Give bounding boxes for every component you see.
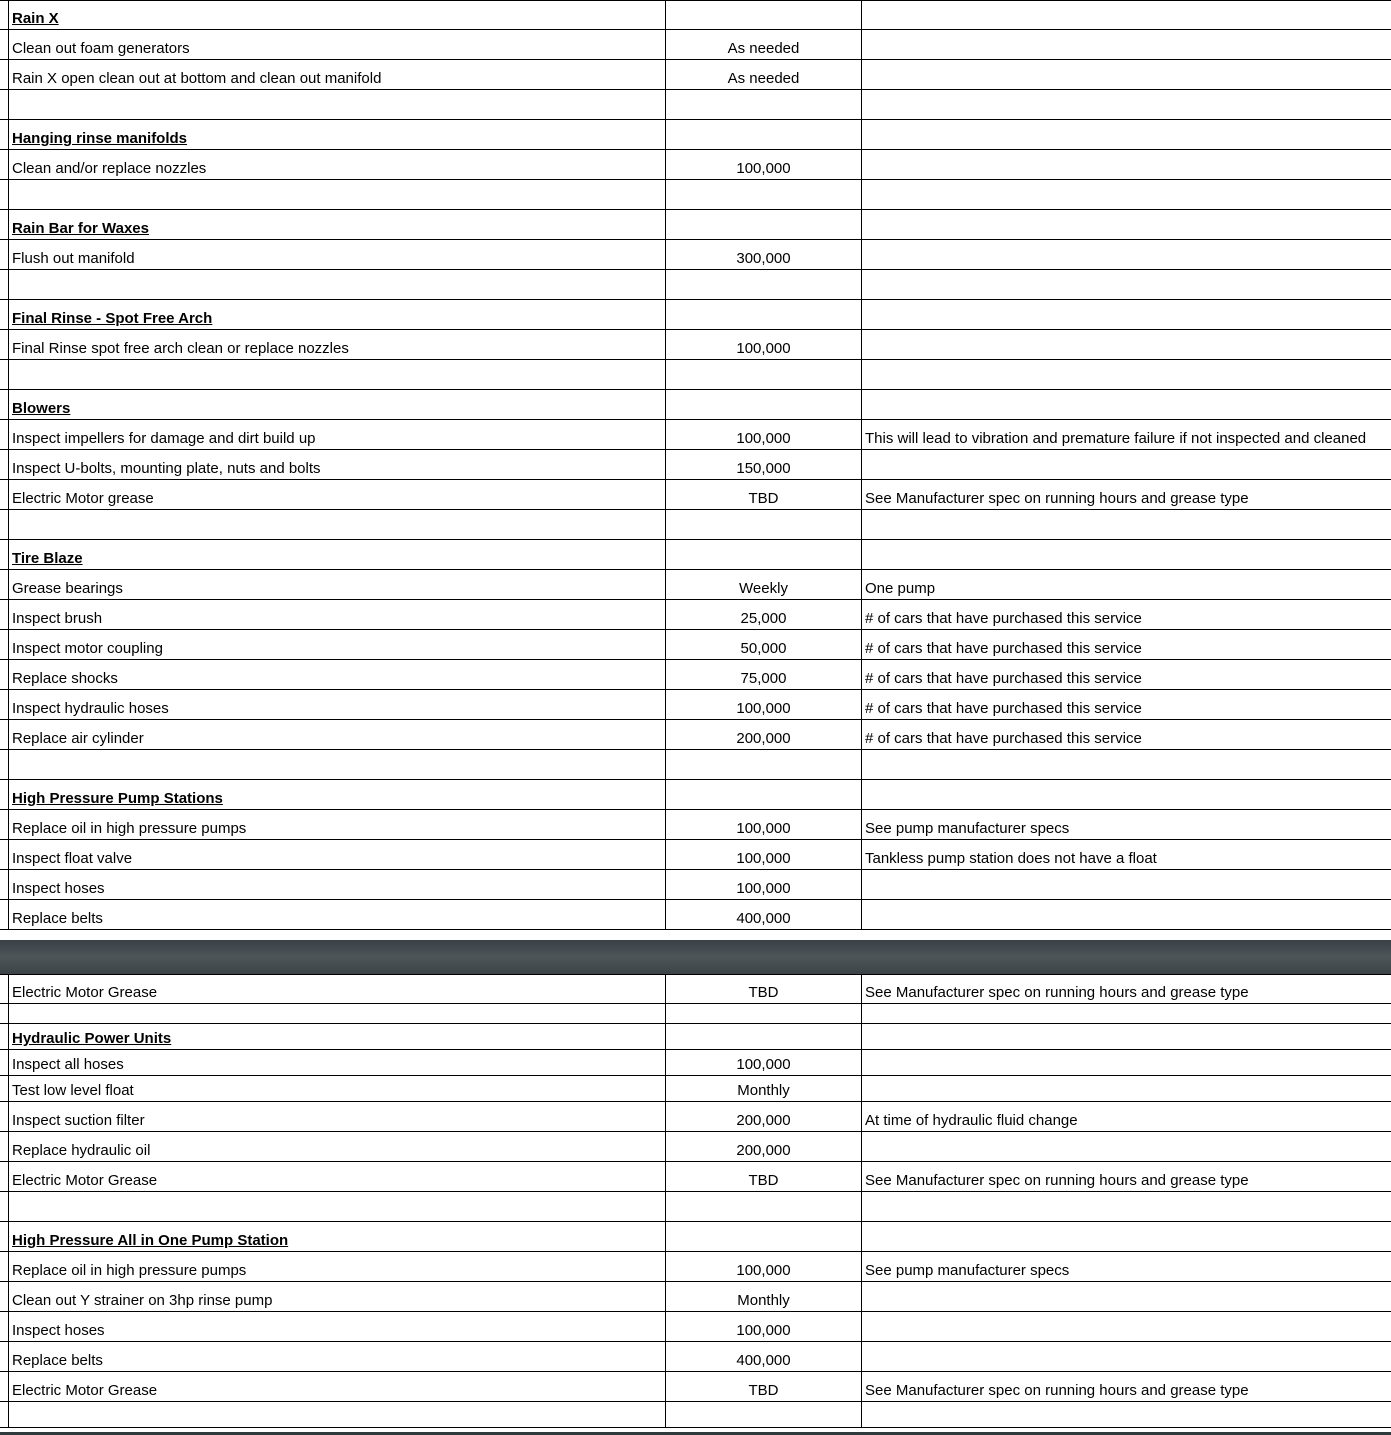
task-cell[interactable] (8, 270, 666, 299)
task-cell[interactable] (8, 750, 666, 779)
table-row (0, 1102, 1391, 1132)
notes-cell[interactable]: See Manufacturer spec on running hours and grease type (865, 1172, 1249, 1189)
notes-cell[interactable] (862, 900, 1391, 929)
table-row (0, 570, 1391, 600)
notes-cell[interactable] (862, 270, 1391, 299)
notes-cell[interactable] (862, 1076, 1391, 1101)
frequency-cell[interactable] (666, 1024, 862, 1049)
task-cell[interactable]: Inspect hoses (8, 870, 666, 899)
frequency-cell[interactable]: 100,000 (666, 810, 862, 839)
task-cell[interactable]: Replace shocks (8, 660, 666, 689)
table-row (0, 900, 1391, 930)
table-row (0, 810, 1391, 840)
frequency-cell[interactable]: Monthly (666, 1282, 862, 1311)
notes-cell[interactable] (862, 360, 1391, 389)
blank-row (0, 360, 1391, 390)
task-cell[interactable]: Electric Motor Grease (8, 1162, 666, 1191)
section-header-row (0, 780, 1391, 810)
notes-cell[interactable]: Tankless pump station does not have a float (865, 850, 1157, 867)
table-row (0, 1050, 1391, 1076)
task-cell[interactable]: Inspect U-bolts, mounting plate, nuts and bolts (8, 450, 666, 479)
notes-cell[interactable]: # of cars that have purchased this service (865, 610, 1142, 627)
notes-cell[interactable]: # of cars that have purchased this service (865, 670, 1142, 687)
task-cell[interactable]: Inspect float valve (8, 840, 666, 869)
notes-cell[interactable]: See pump manufacturer specs (865, 820, 1070, 837)
frequency-cell[interactable]: 100,000 (666, 420, 862, 449)
notes-cell[interactable] (862, 870, 1391, 899)
notes-cell[interactable] (862, 1050, 1391, 1075)
section-title-cell[interactable]: High Pressure All in One Pump Station (8, 1222, 666, 1251)
section-title-cell[interactable]: High Pressure Pump Stations (8, 780, 666, 809)
notes-cell[interactable] (862, 120, 1391, 149)
task-cell[interactable]: Grease bearings (8, 570, 666, 599)
section-header-row (0, 540, 1391, 570)
table-row (0, 660, 1391, 690)
frequency-cell[interactable]: 100,000 (666, 840, 862, 869)
frequency-cell[interactable] (666, 210, 862, 239)
notes-cell[interactable] (862, 240, 1391, 269)
task-cell[interactable]: Replace belts (8, 900, 666, 929)
notes-cell[interactable]: See pump manufacturer specs (865, 1262, 1070, 1279)
notes-cell[interactable] (862, 1, 1391, 29)
table-row (0, 30, 1391, 60)
table-row (0, 1312, 1391, 1342)
notes-cell[interactable] (862, 450, 1391, 479)
frequency-cell[interactable] (666, 300, 862, 329)
notes-cell[interactable]: See Manufacturer spec on running hours and grease type (865, 984, 1249, 1001)
notes-cell[interactable]: # of cars that have purchased this service (865, 640, 1142, 657)
task-cell[interactable]: Flush out manifold (8, 240, 666, 269)
notes-cell[interactable] (862, 390, 1391, 419)
task-cell[interactable]: Replace oil in high pressure pumps (8, 1252, 666, 1281)
section-title-cell[interactable]: Final Rinse - Spot Free Arch (8, 300, 666, 329)
task-cell[interactable]: Electric Motor Grease (8, 1372, 666, 1401)
notes-cell[interactable] (862, 780, 1391, 809)
table-row (0, 1372, 1391, 1402)
task-cell[interactable] (8, 1192, 666, 1221)
frequency-cell[interactable]: Weekly (666, 570, 862, 599)
table-row (0, 1076, 1391, 1102)
task-cell[interactable]: Test low level float (8, 1076, 666, 1101)
frequency-cell[interactable]: As needed (666, 60, 862, 89)
task-cell[interactable]: Replace belts (8, 1342, 666, 1371)
notes-cell[interactable] (862, 30, 1391, 59)
table-row (0, 420, 1391, 450)
task-cell[interactable]: Replace oil in high pressure pumps (8, 810, 666, 839)
task-cell[interactable] (8, 1402, 666, 1427)
table-row (0, 870, 1391, 900)
notes-cell[interactable] (862, 1222, 1391, 1251)
frequency-cell[interactable]: TBD (666, 480, 862, 509)
notes-cell[interactable] (862, 510, 1391, 539)
task-cell[interactable] (8, 360, 666, 389)
notes-cell[interactable] (862, 300, 1391, 329)
section-header-row (0, 1024, 1391, 1050)
notes-cell[interactable]: One pump (865, 580, 936, 597)
table-row (0, 974, 1391, 1004)
task-cell[interactable]: Clean out foam generators (8, 30, 666, 59)
frequency-cell[interactable]: Monthly (666, 1076, 862, 1101)
blank-row (0, 510, 1391, 540)
task-cell[interactable]: Inspect brush (8, 600, 666, 629)
notes-cell[interactable] (862, 1402, 1391, 1427)
notes-cell[interactable] (862, 210, 1391, 239)
section-header-row (0, 390, 1391, 420)
notes-cell[interactable]: # of cars that have purchased this service (865, 730, 1142, 747)
task-cell[interactable]: Inspect motor coupling (8, 630, 666, 659)
section-title-cell[interactable]: Rain Bar for Waxes (8, 210, 666, 239)
blank-row (0, 1004, 1391, 1024)
frequency-cell[interactable]: 100,000 (666, 690, 862, 719)
spreadsheet-lower-section (0, 974, 1391, 1428)
frequency-cell[interactable]: TBD (666, 1162, 862, 1191)
task-cell[interactable]: Replace hydraulic oil (8, 1132, 666, 1161)
frequency-cell[interactable] (666, 1222, 862, 1251)
notes-cell[interactable]: At time of hydraulic fluid change (865, 1112, 1078, 1129)
task-cell[interactable]: Electric Motor Grease (8, 975, 666, 1003)
task-cell[interactable] (8, 90, 666, 119)
page-break-divider (0, 940, 1391, 974)
frequency-cell[interactable] (666, 180, 862, 209)
frequency-cell[interactable] (666, 510, 862, 539)
frequency-cell[interactable]: 100,000 (666, 1252, 862, 1281)
frequency-cell[interactable]: 200,000 (666, 1132, 862, 1161)
frequency-cell[interactable]: 25,000 (666, 600, 862, 629)
section-title-cell[interactable]: Hydraulic Power Units (8, 1024, 666, 1049)
section-header-row (0, 120, 1391, 150)
table-row (0, 1282, 1391, 1312)
frequency-cell[interactable]: 150,000 (666, 450, 862, 479)
frequency-cell[interactable]: 50,000 (666, 630, 862, 659)
table-row (0, 240, 1391, 270)
task-cell[interactable]: Clean and/or replace nozzles (8, 150, 666, 179)
notes-cell[interactable] (862, 1004, 1391, 1023)
frequency-cell[interactable] (666, 360, 862, 389)
frequency-cell[interactable]: 100,000 (666, 870, 862, 899)
notes-cell[interactable] (862, 750, 1391, 779)
frequency-cell[interactable]: As needed (666, 30, 862, 59)
frequency-cell[interactable] (666, 780, 862, 809)
task-cell[interactable]: Inspect impellers for damage and dirt build up (8, 420, 666, 449)
notes-cell[interactable]: See Manufacturer spec on running hours and grease type (865, 1382, 1249, 1399)
notes-cell[interactable] (862, 1282, 1391, 1311)
section-header-row (0, 1222, 1391, 1252)
frequency-cell[interactable] (666, 540, 862, 569)
notes-cell[interactable] (862, 1342, 1391, 1371)
table-row (0, 1162, 1391, 1192)
task-cell[interactable]: Final Rinse spot free arch clean or replace nozzles (8, 330, 666, 359)
frequency-cell[interactable]: 300,000 (666, 240, 862, 269)
frequency-cell[interactable] (666, 390, 862, 419)
notes-cell[interactable]: # of cars that have purchased this service (865, 700, 1142, 717)
blank-row (0, 1192, 1391, 1222)
table-row (0, 450, 1391, 480)
frequency-cell[interactable] (666, 1402, 862, 1427)
frequency-cell[interactable]: 400,000 (666, 1342, 862, 1371)
task-cell[interactable]: Inspect hydraulic hoses (8, 690, 666, 719)
notes-cell[interactable]: This will lead to vibration and premature failure if not inspected and cleaned (865, 430, 1367, 447)
notes-cell[interactable] (862, 90, 1391, 119)
task-cell[interactable]: Rain X open clean out at bottom and clean out manifold (8, 60, 666, 89)
blank-row (0, 180, 1391, 210)
task-cell[interactable]: Replace air cylinder (8, 720, 666, 749)
section-title-cell[interactable]: Tire Blaze (8, 540, 666, 569)
table-row (0, 60, 1391, 90)
table-row (0, 690, 1391, 720)
notes-cell[interactable] (862, 60, 1391, 89)
task-cell[interactable] (8, 180, 666, 209)
frequency-cell[interactable] (666, 1004, 862, 1023)
section-header-row (0, 0, 1391, 30)
frequency-cell[interactable]: 100,000 (666, 330, 862, 359)
task-cell[interactable] (8, 1004, 666, 1023)
blank-row (0, 750, 1391, 780)
section-header-row (0, 300, 1391, 330)
frequency-cell[interactable] (666, 750, 862, 779)
notes-cell[interactable] (862, 150, 1391, 179)
frequency-cell[interactable]: 100,000 (666, 1312, 862, 1341)
frequency-cell[interactable] (666, 1, 862, 29)
section-header-row (0, 210, 1391, 240)
frequency-cell[interactable] (666, 1192, 862, 1221)
table-row (0, 840, 1391, 870)
blank-row (0, 90, 1391, 120)
task-cell[interactable]: Inspect suction filter (8, 1102, 666, 1131)
frequency-cell[interactable] (666, 270, 862, 299)
section-title-cell[interactable]: Rain X (8, 1, 666, 29)
frequency-cell[interactable]: TBD (666, 975, 862, 1003)
table-row (0, 1252, 1391, 1282)
frequency-cell[interactable]: 75,000 (666, 660, 862, 689)
notes-cell[interactable] (862, 180, 1391, 209)
frequency-cell[interactable]: 400,000 (666, 900, 862, 929)
task-cell[interactable]: Electric Motor grease (8, 480, 666, 509)
task-cell[interactable]: Inspect hoses (8, 1312, 666, 1341)
frequency-cell[interactable]: 200,000 (666, 720, 862, 749)
frequency-cell[interactable]: 100,000 (666, 150, 862, 179)
table-row (0, 1342, 1391, 1372)
frequency-cell[interactable]: 100,000 (666, 1050, 862, 1075)
section-title-cell[interactable]: Hanging rinse manifolds (8, 120, 666, 149)
table-row (0, 720, 1391, 750)
table-row (0, 150, 1391, 180)
frequency-cell[interactable]: 200,000 (666, 1102, 862, 1131)
task-cell[interactable] (8, 510, 666, 539)
table-row (0, 630, 1391, 660)
section-title-cell[interactable]: Blowers (8, 390, 666, 419)
frequency-cell[interactable] (666, 120, 862, 149)
blank-row (0, 1402, 1391, 1428)
frequency-cell[interactable] (666, 90, 862, 119)
task-cell[interactable]: Inspect all hoses (8, 1050, 666, 1075)
table-row (0, 1132, 1391, 1162)
blank-row (0, 270, 1391, 300)
table-row (0, 330, 1391, 360)
notes-cell[interactable]: See Manufacturer spec on running hours and grease type (865, 490, 1249, 507)
notes-cell[interactable] (862, 1132, 1391, 1161)
notes-cell[interactable] (862, 330, 1391, 359)
task-cell[interactable]: Clean out Y strainer on 3hp rinse pump (8, 1282, 666, 1311)
table-row (0, 600, 1391, 630)
notes-cell[interactable] (862, 1312, 1391, 1341)
frequency-cell[interactable]: TBD (666, 1372, 862, 1401)
notes-cell[interactable] (862, 1192, 1391, 1221)
notes-cell[interactable] (862, 540, 1391, 569)
notes-cell[interactable] (862, 1024, 1391, 1049)
table-row (0, 480, 1391, 510)
